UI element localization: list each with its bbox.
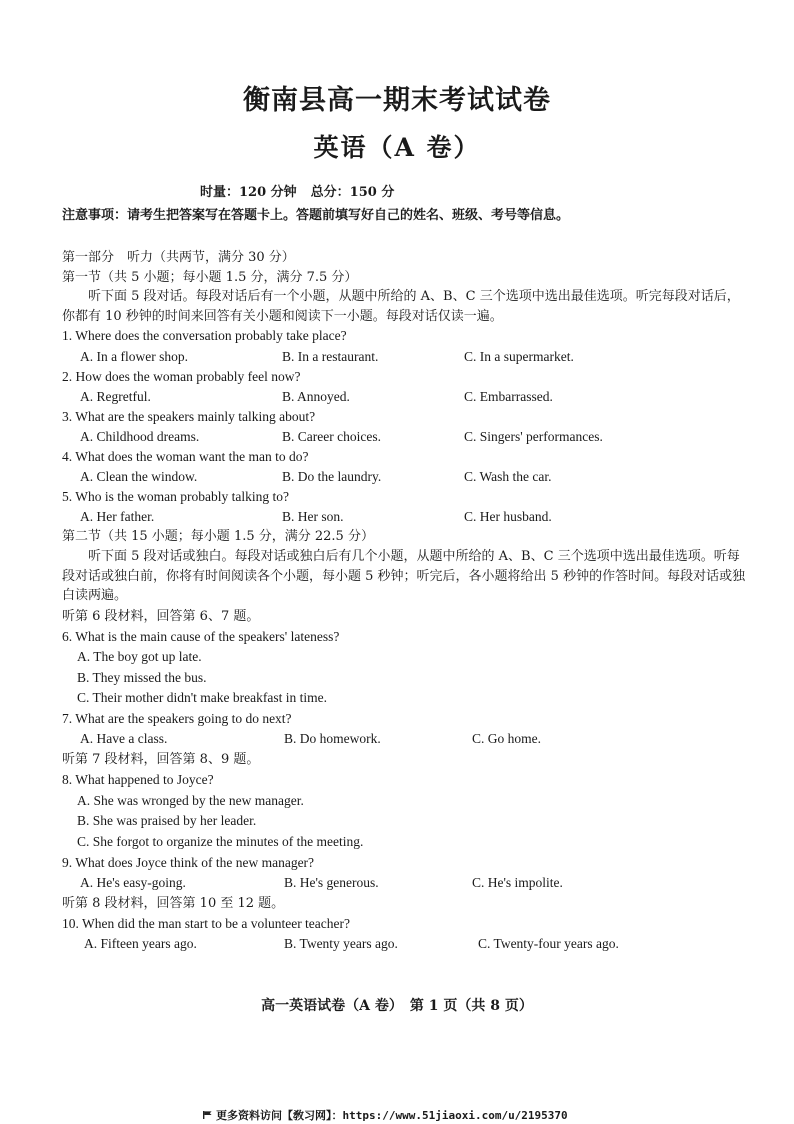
option-c: C. Twenty-four years ago.	[478, 936, 619, 952]
question-options	[62, 507, 752, 527]
question-7	[62, 709, 752, 749]
option-a: A. She was wronged by the new manager.	[77, 792, 304, 808]
question-stem: 5. Who is the woman probably talking to?	[62, 489, 289, 505]
option-a: A. The boy got up late.	[77, 648, 202, 664]
option-a: A. Her father.	[80, 509, 155, 525]
question-stem: 7. What are the speakers going to do next?	[62, 711, 292, 727]
exam-notice: 注意事项：请考生把答案写在答题卡上。答题前填写好自己的姓名、班级、考号等信息。	[62, 208, 570, 223]
exam-body	[62, 248, 752, 954]
option-b: B. In a restaurant.	[282, 348, 379, 364]
option-b: B. He's generous.	[284, 875, 379, 891]
option-b: B. Twenty years ago.	[284, 936, 398, 952]
page-footer: 高一英语试卷（A 卷） 第 1 页（共 8 页）	[261, 998, 533, 1014]
option-c: C. Embarrassed.	[464, 388, 553, 404]
material-8-label: 听第 8 段材料，回答第 10 至 12 题。	[62, 896, 285, 912]
question-8	[62, 770, 752, 853]
option-c: C. Wash the car.	[464, 469, 552, 485]
score-label: 总分：150 分	[310, 185, 395, 200]
option-c: C. Go home.	[472, 731, 541, 747]
material-6-label: 听第 6 段材料，回答第 6、7 题。	[62, 608, 260, 624]
option-c: C. Singers' performances.	[464, 428, 603, 444]
option-a: A. Regretful.	[80, 388, 151, 404]
question-4	[62, 447, 752, 487]
question-stem: 2. How does the woman probably feel now?	[62, 368, 301, 384]
question-options	[62, 427, 752, 447]
question-stem: 9. What does Joyce think of the new manager?	[62, 855, 315, 871]
option-c: C. She forgot to organize the minutes of the meeting.	[77, 834, 364, 850]
question-3	[62, 407, 752, 447]
option-b: B. Do the laundry.	[282, 469, 382, 485]
section1-heading: 第一节（共 5 小题；每小题 1.5 分，满分 7.5 分）	[62, 269, 358, 285]
question-2	[62, 367, 752, 407]
option-a: A. He's easy-going.	[80, 875, 186, 891]
option-b: B. Do homework.	[284, 731, 381, 747]
option-a: A. Fifteen years ago.	[84, 936, 197, 952]
section2-heading: 第二节（共 15 小题；每小题 1.5 分，满分 22.5 分）	[62, 529, 374, 545]
question-stem: 8. What happened to Joyce?	[62, 772, 214, 788]
option-b: B. Career choices.	[282, 428, 381, 444]
flag-icon	[203, 1111, 212, 1119]
option-c: C. In a supermarket.	[464, 348, 574, 364]
question-stem: 6. What is the main cause of the speakers' lateness?	[62, 628, 340, 644]
part1-heading: 第一部分 听力（共两节，满分 30 分）	[62, 250, 295, 265]
question-10	[62, 914, 752, 954]
question-options	[62, 467, 752, 487]
exam-meta	[200, 181, 394, 200]
option-a: A. In a flower shop.	[80, 348, 188, 364]
question-stem: 4. What does the woman want the man to do?	[62, 448, 309, 464]
question-1	[62, 326, 752, 366]
option-a: A. Childhood dreams.	[80, 428, 200, 444]
option-b: B. Annoyed.	[282, 388, 350, 404]
exam-title: 衡南县高一期末考试试卷	[243, 85, 551, 116]
section1-instructions: 听下面 5 段对话。每段对话后有一个小题，从题中所给的 A、B、C 三个选项中选出最佳选项。听完每段对话后，你都有 10 秒钟的时间来回答有关小题和阅读下一小题。每段对话仅读一遍。	[62, 289, 740, 324]
exam-subtitle: 英语（A 卷）	[313, 133, 481, 162]
option-b: B. Her son.	[282, 509, 344, 525]
option-c: C. Her husband.	[464, 509, 552, 525]
option-b: B. They missed the bus.	[77, 669, 207, 685]
question-6	[62, 627, 752, 710]
option-a: A. Have a class.	[80, 731, 168, 747]
question-options	[62, 347, 752, 367]
question-options	[62, 934, 752, 954]
site-link[interactable]	[203, 1107, 568, 1123]
question-5	[62, 487, 752, 527]
question-options	[62, 729, 752, 749]
question-stem: 3. What are the speakers mainly talking about?	[62, 408, 316, 424]
section2-instructions: 听下面 5 段对话或独白。每段对话或独白后有几个小题，从题中所给的 A、B、C 三个选项中选出最佳选项。听每段对话或独白前，你将有时间阅读各个小题，每小题 5 秒钟；听完后，各小题将给出 5 秒钟的作答时间。每段对话或独白读两遍。	[62, 548, 746, 604]
option-c: C. Their mother didn't make breakfast in time.	[77, 690, 327, 706]
option-a: A. Clean the window.	[80, 469, 198, 485]
question-options	[62, 387, 752, 407]
time-label: 时量：120 分钟	[200, 185, 297, 200]
material-7-label: 听第 7 段材料，回答第 8、9 题。	[62, 752, 260, 768]
question-stem: 10. When did the man start to be a volunteer teacher?	[62, 916, 351, 932]
option-b: B. She was praised by her leader.	[77, 813, 257, 829]
option-c: C. He's impolite.	[472, 875, 563, 891]
site-link-text: 更多资料访问【敎习网】：https://www.51jiaoxi.com/u/2195370	[216, 1109, 568, 1122]
question-9	[62, 853, 752, 893]
question-stem: 1. Where does the conversation probably take place?	[62, 328, 347, 344]
question-options	[62, 873, 752, 893]
